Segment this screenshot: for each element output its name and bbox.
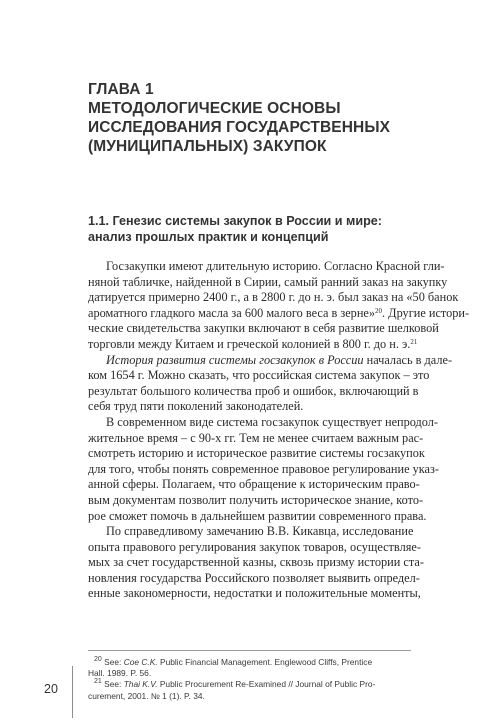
- section-heading: [88, 213, 428, 245]
- text-line: смотреть историю и историческое развитие системы госзакупок: [88, 446, 425, 461]
- footnote-ref: 21: [410, 337, 418, 346]
- footnote-text: See:: [104, 679, 124, 690]
- text-fragment: началась в дале-: [363, 352, 453, 367]
- text-line: мых за счет государственной казны, сквозь призму истории ста-: [88, 555, 424, 570]
- text-line: анной сферы. Полагаем, что обращение к историческим право-: [88, 477, 420, 492]
- text-line: няной табличке, найденной в Сирии, самый ранний заказ на закупку: [88, 274, 448, 289]
- chapter-title-line: МЕТОДОЛОГИЧЕСКИЕ ОСНОВЫ: [88, 100, 341, 117]
- footnote-author: Coe C.K.: [123, 657, 158, 667]
- text-line: опыта правового регулирования закупок товаров, осуществляе-: [88, 539, 421, 554]
- footnote-number: 20: [94, 656, 102, 663]
- footnote-ref: 20: [375, 306, 383, 315]
- text-line: для того, чтобы понять современное правовое регулирование указ-: [88, 461, 439, 476]
- text-line: енные закономерности, недостатки и положительные моменты,: [88, 586, 421, 601]
- page-number-divider: [72, 666, 73, 718]
- text-line: ком 1654 г. Можно сказать, что российская система закупок – это: [88, 368, 430, 383]
- chapter-title-line: (МУНИЦИПАЛЬНЫХ) ЗАКУПОК: [88, 138, 327, 155]
- chapter-number: ГЛАВА 1: [88, 81, 154, 98]
- footnotes: [88, 657, 411, 702]
- text-line: рое сможет помочь в дальнейшем развитии современного права.: [88, 508, 427, 523]
- text-line: По справедливому замечанию В.В. Кикавца, исследование: [106, 524, 414, 539]
- text-fragment: . Другие истори-: [382, 305, 470, 320]
- chapter-title-line: ИССЛЕДОВАНИЯ ГОСУДАРСТВЕННЫХ: [88, 119, 391, 136]
- text-line: [88, 352, 453, 369]
- text-line: себя труд пяти поколений законодателей.: [88, 399, 304, 414]
- footnote-text: Public Procurement Re-Examined // Journal of Public Pro-: [157, 679, 376, 690]
- footnote-separator: [88, 650, 411, 651]
- italic-phrase: История развития системы госзакупок в России: [106, 352, 364, 367]
- text-line: жительное время – с 90-х гг. Тем не менее считаем важным рас-: [88, 430, 424, 445]
- text-line: результат большого количества проб и ошибок, включающий в: [88, 383, 419, 398]
- page-number: 20: [44, 682, 58, 696]
- text-line: ческие свидетельства закупки включают в себя развитие шелковой: [88, 321, 439, 336]
- footnote-text: Public Financial Management. Englewood Cliffs, Prentice: [157, 657, 373, 667]
- footnote-author: Thai K.V.: [123, 679, 158, 690]
- text-line: [88, 336, 418, 353]
- text-line: датируется примерно 2400 г., а в 2800 г. до н. э. был заказ на «50 банок: [88, 290, 459, 305]
- text-line: новления государства Российского позволяет выявить определ-: [88, 570, 420, 585]
- text-line: В современном виде система госзакупок существует непродол-: [106, 414, 439, 429]
- text-line: Госзакупки имеют длительную историю. Согласно Красной гли-: [106, 259, 445, 273]
- section-title-line: 1.1. Генезис системы закупок в России и мире:: [88, 214, 382, 228]
- body-text: [88, 259, 470, 602]
- text-line: вым документам позволит получить историческое знание, кото-: [88, 492, 424, 507]
- footnote-number: 21: [94, 678, 102, 686]
- section-title-line: анализ прошлых практик и концепций: [88, 230, 329, 244]
- footnote-20-cont: Hall. 1989. P. 56.: [88, 668, 152, 679]
- text-fragment: ароматного гладкого масла за 600 малого веса в зерне»: [88, 305, 376, 320]
- chapter-heading: [88, 80, 418, 156]
- text-fragment: торговли между Китаем и греческой колонией в 800 г. до н. э.: [88, 336, 411, 351]
- footnote-21: [88, 679, 411, 690]
- footnote-text: See:: [104, 657, 124, 667]
- footnote-20: [88, 657, 411, 668]
- text-line: [88, 305, 470, 322]
- footnote-21-cont: curement, 2001. № 1 (1). P. 34.: [88, 690, 205, 701]
